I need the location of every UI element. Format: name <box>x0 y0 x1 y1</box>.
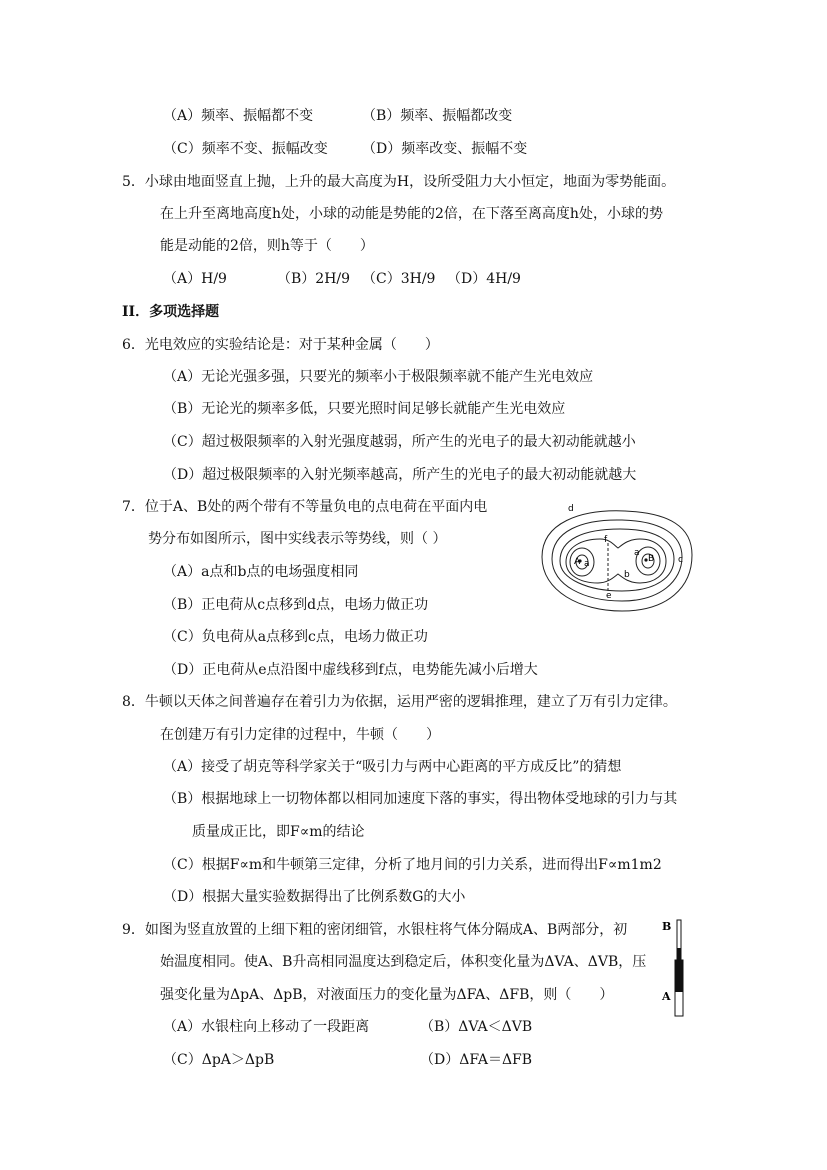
q6-option-c: （C）超过极限频率的入射光强度越弱，所产生的光电子的最大初动能就越小 <box>163 434 636 450</box>
tube-figure <box>660 918 700 1018</box>
label-d: d <box>568 504 574 514</box>
q5-line-3: 能是动能的2倍，则h等于（ ） <box>160 238 374 254</box>
q8-line-2: 在创建万有引力定律的过程中，牛顿（ ） <box>160 727 440 743</box>
q6-option-b: （B）无论光的频率多低，只要光照时间足够长就能产生光电效应 <box>163 401 566 417</box>
label-a: a <box>584 559 590 569</box>
q5-option-c: （C）3H/9 <box>362 271 436 287</box>
label-e: e <box>606 591 612 601</box>
q7-option-a: （A）a点和b点的电场强度相同 <box>163 564 359 580</box>
mercury-column-top <box>677 948 681 960</box>
q5-line-1: 5．小球由地面竖直上抛，上升的最大高度为H，设所受阻力大小恒定，地面为零势能面。 <box>122 174 676 190</box>
section-title: II．多项选择题 <box>122 304 220 320</box>
equipotential-line <box>552 520 682 601</box>
label-c: c <box>678 555 683 565</box>
q4-option-d: （D）频率改变、振幅不变 <box>362 141 528 157</box>
q8-option-d: （D）根据大量实验数据得出了比例系数G的大小 <box>163 889 466 905</box>
q8-option-a: （A）接受了胡克等科学家关于“吸引力与两中心距离的平方成反比”的猜想 <box>163 759 622 775</box>
label-f: f <box>604 535 608 545</box>
q8-option-c: （C）根据F∝m和牛顿第三定律，分析了地月间的引力关系，进而得出F∝m1m2 <box>163 857 662 873</box>
q9-line-3: 强变化量为ΔpA、ΔpB，对液面压力的变化量为ΔFA、ΔFB，则（ ） <box>160 987 614 1003</box>
q8-option-b-line-1: （B）根据地球上一切物体都以相同加速度下落的事实，得出物体受地球的引力与其 <box>163 791 678 807</box>
q7-option-b: （B）正电荷从c点移到d点，电场力做正功 <box>163 597 429 613</box>
q5-line-2: 在上升至离地高度h处，小球的动能是势能的2倍，在下落至离高度h处，小球的势 <box>160 206 663 222</box>
q5-option-a: （A）H/9 <box>163 271 227 287</box>
label-a2: a <box>634 548 640 558</box>
q5-option-b: （B）2H/9 <box>277 271 351 287</box>
tube-label-a: A <box>662 990 671 1003</box>
label-b: b <box>624 570 630 580</box>
q9-line-1: 9．如图为竖直放置的上细下粗的密闭细管，水银柱将气体分隔成A、B两部分，初 <box>122 922 628 938</box>
q4-option-a: （A）频率、振幅都不变 <box>163 108 314 124</box>
q6-option-d: （D）超过极限频率的入射光频率越高，所产生的光电子的最大初动能就越大 <box>163 467 637 483</box>
q4-option-b: （B）频率、振幅都改变 <box>362 108 513 124</box>
equipotential-figure <box>530 505 700 615</box>
label-A: A <box>574 557 581 567</box>
q8-line-1: 8．牛顿以天体之间普遍存在着引力为依据，运用严密的逻辑推理，建立了万有引力定律。 <box>122 694 677 710</box>
q8-option-b-line-2: 质量成正比，即F∝m的结论 <box>192 824 365 840</box>
q9-line-2: 始温度相同。使A、B升高相同温度达到稳定后，体积变化量为ΔVA、ΔVB，压 <box>160 954 647 970</box>
mercury-column-bottom <box>675 960 683 992</box>
q9-option-c: （C）ΔpA＞ΔpB <box>163 1052 275 1068</box>
label-B: B <box>648 554 655 564</box>
q9-option-d: （D）ΔFA＝ΔFB <box>420 1052 533 1068</box>
equipotential-line <box>542 511 692 611</box>
q9-option-b: （B）ΔVA＜ΔVB <box>420 1019 533 1035</box>
q7-line-1: 7．位于A、B处的两个带有不等量负电的点电荷在平面内电 <box>122 499 488 515</box>
q7-option-d: （D）正电荷从e点沿图中虚线移到f点，电势能先减小后增大 <box>163 662 538 678</box>
q7-line-2: 势分布如图所示，图中实线表示等势线，则（ ） <box>148 531 447 547</box>
q7-option-c: （C）负电荷从a点移到c点，电场力做正功 <box>163 629 428 645</box>
q9-option-a: （A）水银柱向上移动了一段距离 <box>163 1019 370 1035</box>
tube-label-b: B <box>662 920 672 933</box>
q6-stem: 6．光电效应的实验结论是：对于某种金属（ ） <box>122 337 439 353</box>
q5-option-d: （D）4H/9 <box>447 271 521 287</box>
q4-option-c: （C）频率不变、振幅改变 <box>163 141 328 157</box>
q6-option-a: （A）无论光强多强，只要光的频率小于极限频率就不能产生光电效应 <box>163 369 594 385</box>
